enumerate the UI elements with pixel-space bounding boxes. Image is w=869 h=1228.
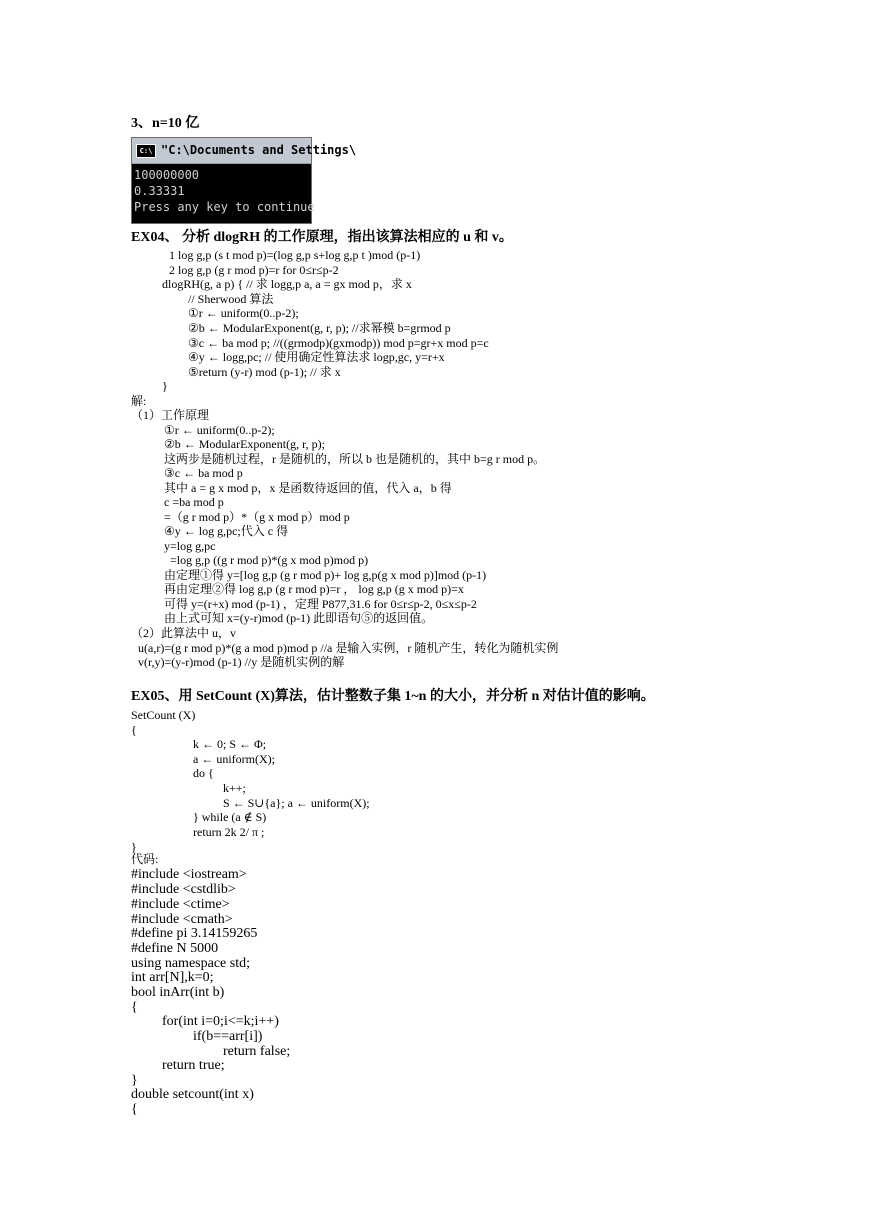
answer-line: u(a,r)=(g r mod p)*(g a mod p)mod p //a 是输入实例，r 随机产生，转化为随机实例 — [138, 641, 559, 655]
console-line: 100000000 — [134, 168, 200, 182]
algo-line: } while (a ∉ S) — [193, 810, 267, 824]
code-line: #include <cstdlib> — [131, 882, 236, 897]
answer-line: ③c ← ba mod p — [164, 466, 243, 480]
answer-line: c =ba mod p — [164, 495, 224, 509]
algo-line: ⑤return (y-r) mod (p-1); // 求 x — [188, 365, 341, 379]
code-line: } — [131, 1073, 138, 1088]
code-line: #define N 5000 — [131, 941, 219, 956]
theorem-line: 1 log g,p (s t mod p)=(log g,p s+log g,p t )mod (p-1) — [169, 248, 421, 262]
console-screenshot — [131, 137, 357, 224]
code-line: #include <ctime> — [131, 897, 230, 912]
answer-line: 其中 a = g x mod p，x 是函数待返回的值，代入 a，b 得 — [164, 481, 452, 495]
answer-line: 由定理①得 y=[log g,p (g r mod p)+ log g,p(g x mod p)]mod (p-1) — [164, 568, 487, 582]
answer-line: ④y ← log g,pc;代入 c 得 — [164, 524, 289, 538]
algo-line: S ← S∪{a}; a ← uniform(X); — [223, 796, 370, 810]
code-line: { — [131, 1102, 138, 1117]
algo-line: k++; — [223, 781, 246, 795]
answer-line: 这两步是随机过程，r 是随机的，所以 b 也是随机的，其中 b=g r mod p。 — [164, 452, 546, 466]
code-line: double setcount(int x) — [131, 1087, 254, 1102]
console-line: Press any key to continue — [134, 200, 315, 214]
code-line: return true; — [162, 1058, 225, 1073]
algo-line: } — [162, 379, 168, 393]
code-line: bool inArr(int b) — [131, 985, 225, 1000]
algo-line: k ← 0; S ← Φ; — [193, 737, 267, 751]
theorem-line: 2 log g,p (g r mod p)=r for 0≤r≤p-2 — [169, 263, 339, 277]
ex05-heading: EX05、用 SetCount (X)算法，估计整数子集 1~n 的大小，并分析 n 对估计值的影响。 — [131, 689, 655, 704]
code-line: for(int i=0;i<=k;i++) — [162, 1014, 279, 1029]
algo-line: } — [131, 840, 137, 854]
answer-line: 再由定理②得 log g,p (g r mod p)=r ， log g,p (g x mod p)=x — [164, 582, 464, 596]
console-title: "C:\Documents and Settings\ — [161, 143, 357, 157]
code-line: #include <cmath> — [131, 912, 233, 927]
algo-line: ②b ← ModularExponent(g, r, p); //求幂模 b=grmod p — [188, 321, 451, 335]
code-line: #define pi 3.14159265 — [131, 926, 258, 941]
answer-label: 解: — [131, 394, 147, 408]
code-line: int arr[N],k=0; — [131, 970, 214, 985]
algo-line: do { — [193, 766, 214, 780]
algo-line: dlogRH(g, a p) { // 求 logg,p a, a = gx mod p，求 x — [162, 277, 412, 291]
answer-line: y=log g,pc — [164, 539, 216, 553]
code-line: return false; — [223, 1044, 291, 1059]
answer-line: （1）工作原理 — [131, 408, 210, 422]
answer-line: （2）此算法中 u，v — [131, 626, 237, 640]
console-line: 0.33331 — [134, 184, 185, 198]
answer-line: 由上式可知 x=(y-r)mod (p-1) 此即语句⑤的返回值。 — [164, 611, 434, 625]
algo-line: a ← uniform(X); — [193, 752, 275, 766]
algo-line: SetCount (X) — [131, 708, 196, 722]
algo-line: ④y ← logg,pc; // 使用确定性算法求 logp,gc, y=r+x — [188, 350, 445, 364]
console-icon: C:\ — [136, 144, 156, 158]
answer-line: =（g r mod p）*（g x mod p）mod p — [164, 510, 350, 524]
algo-line: // Sherwood 算法 — [188, 292, 274, 306]
algo-line: { — [131, 723, 137, 737]
console-title-bar — [132, 138, 357, 164]
code-line: { — [131, 1000, 138, 1015]
answer-line: ①r ← uniform(0..p-2); — [164, 423, 275, 437]
algo-line: return 2k 2/ π ; — [193, 825, 265, 839]
algo-line: ③c ← ba mod p; //((grmodp)(gxmodp)) mod p=gr+x mod p=c — [188, 336, 489, 350]
code-label: 代码: — [131, 852, 159, 866]
code-line: using namespace std; — [131, 956, 250, 971]
section-heading: 3、n=10 亿 — [131, 116, 200, 131]
answer-line: v(r,y)=(y-r)mod (p-1) //y 是随机实例的解 — [138, 655, 345, 669]
code-line: if(b==arr[i]) — [193, 1029, 263, 1044]
answer-line: 可得 y=(r+x) mod (p-1) ，定理 P877,31.6 for 0≤r≤p-2, 0≤x≤p-2 — [164, 597, 477, 611]
algo-line: ①r ← uniform(0..p-2); — [188, 306, 299, 320]
answer-line: ②b ← ModularExponent(g, r, p); — [164, 437, 325, 451]
code-line: #include <iostream> — [131, 867, 247, 882]
answer-line: =log g,p ((g r mod p)*(g x mod p)mod p) — [170, 553, 369, 567]
ex04-heading: EX04、 分析 dlogRH 的工作原理，指出该算法相应的 u 和 v。 — [131, 230, 513, 245]
